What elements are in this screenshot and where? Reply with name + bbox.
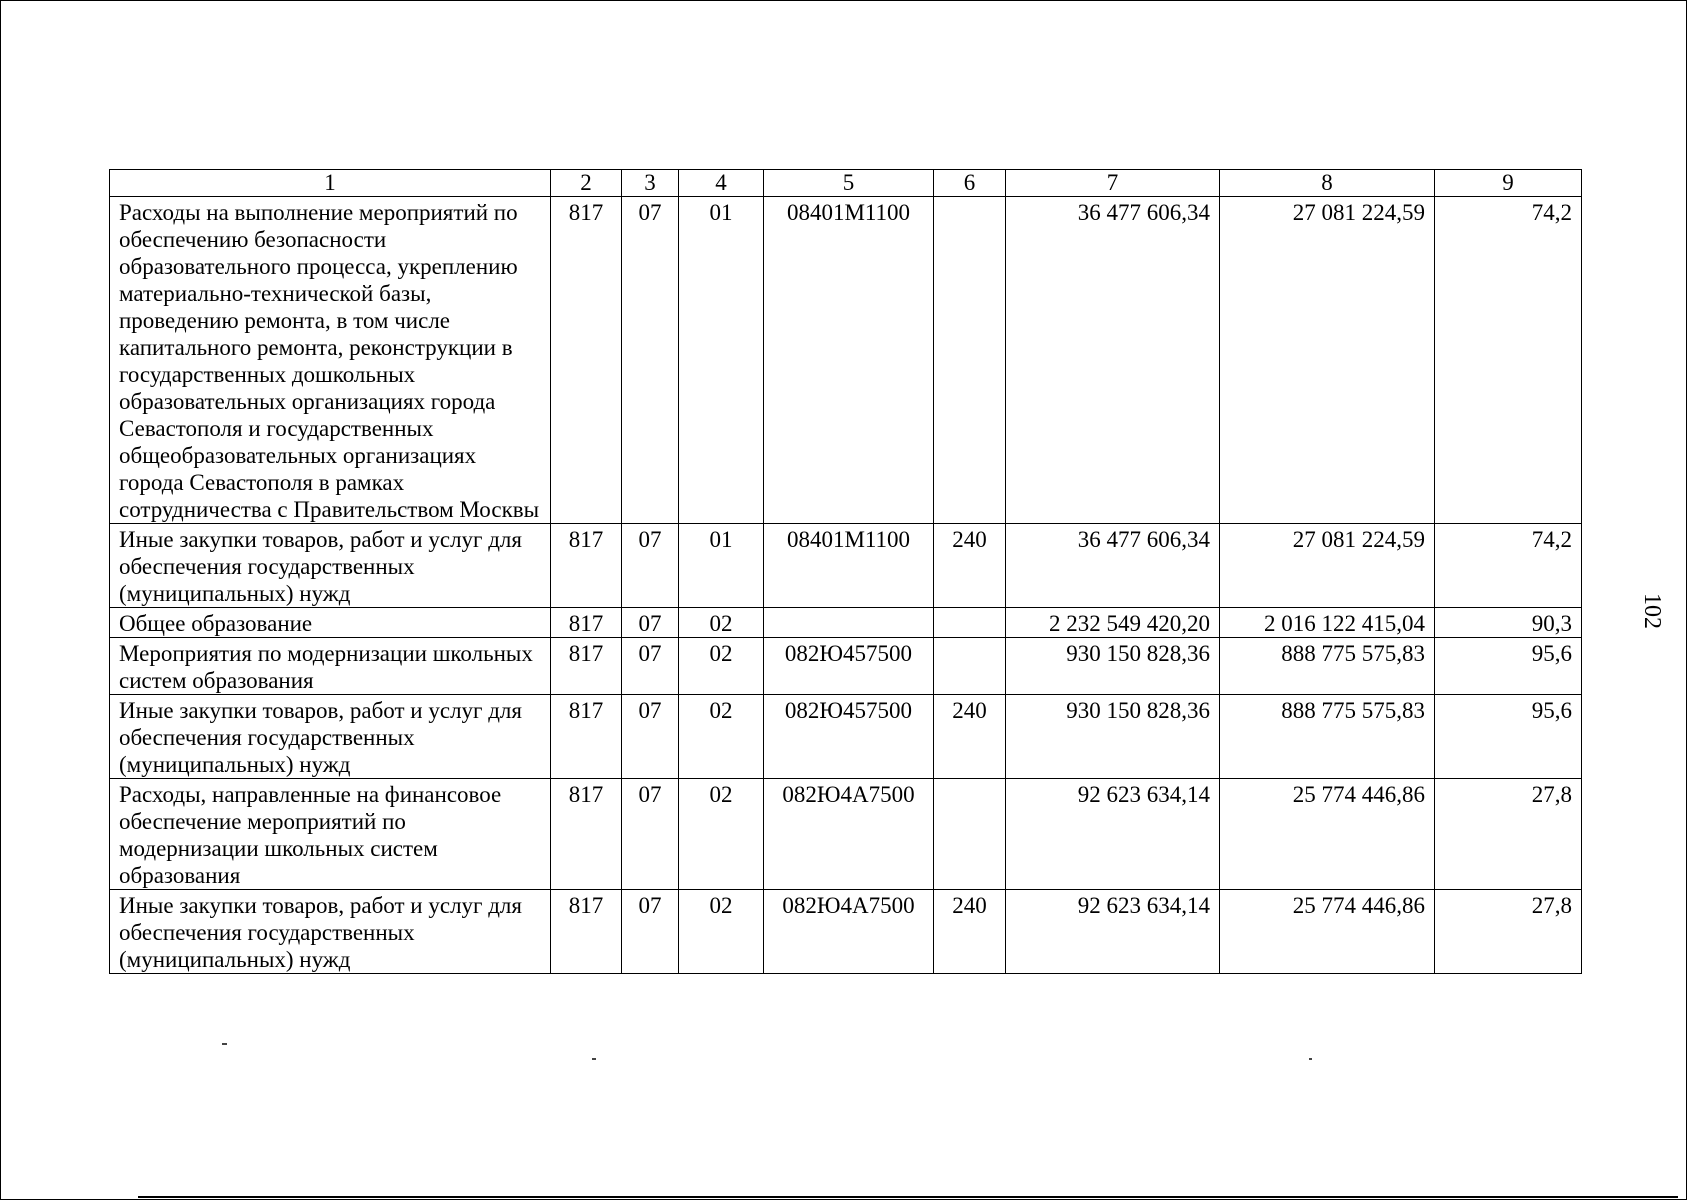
row-execution-percent: 74,2 [1435,197,1582,524]
row-section-code: 07 [622,197,679,524]
page-number: 102 [1639,593,1665,629]
row-execution-percent: 95,6 [1435,695,1582,779]
row-name: Общее образование [110,608,551,638]
row-execution-percent: 90,3 [1435,608,1582,638]
scan-speck [1309,1058,1312,1060]
row-ministry-code: 817 [551,890,622,974]
header-col-6: 6 [934,170,1006,197]
header-col-7: 7 [1006,170,1220,197]
row-ministry-code: 817 [551,779,622,890]
row-expense-type-code [934,638,1006,695]
row-planned-amount: 92 623 634,14 [1006,779,1220,890]
table-body [110,197,1582,974]
row-section-code: 07 [622,695,679,779]
table-row [110,608,1582,638]
row-name: Иные закупки товаров, работ и услуг для обеспечения государственных (муниципальных) нужд [110,890,551,974]
row-name: Иные закупки товаров, работ и услуг для обеспечения государственных (муниципальных) нужд [110,695,551,779]
row-subsection-code: 02 [679,890,764,974]
header-col-9: 9 [1435,170,1582,197]
row-name: Расходы, направленные на финансовое обеспечение мероприятий по модернизации школьных систем образования [110,779,551,890]
row-target-item-code: 082Ю4А7500 [764,890,934,974]
table-header [110,170,1582,197]
table-row [110,779,1582,890]
row-execution-percent: 74,2 [1435,524,1582,608]
row-subsection-code: 02 [679,695,764,779]
row-execution-percent: 95,6 [1435,638,1582,695]
row-name: Мероприятия по модернизации школьных систем образования [110,638,551,695]
row-executed-amount: 27 081 224,59 [1220,524,1435,608]
row-planned-amount: 930 150 828,36 [1006,638,1220,695]
row-expense-type-code: 240 [934,890,1006,974]
row-planned-amount: 92 623 634,14 [1006,890,1220,974]
row-execution-percent: 27,8 [1435,779,1582,890]
row-ministry-code: 817 [551,638,622,695]
row-executed-amount: 888 775 575,83 [1220,695,1435,779]
row-executed-amount: 2 016 122 415,04 [1220,608,1435,638]
scan-speck [592,1058,596,1060]
row-planned-amount: 36 477 606,34 [1006,524,1220,608]
row-subsection-code: 02 [679,608,764,638]
row-expense-type-code [934,779,1006,890]
row-ministry-code: 817 [551,608,622,638]
page-bottom-rule [138,1196,1678,1198]
row-execution-percent: 27,8 [1435,890,1582,974]
table-row [110,524,1582,608]
table-row [110,695,1582,779]
row-section-code: 07 [622,638,679,695]
row-planned-amount: 930 150 828,36 [1006,695,1220,779]
row-ministry-code: 817 [551,197,622,524]
table-row [110,890,1582,974]
row-expense-type-code [934,197,1006,524]
row-executed-amount: 888 775 575,83 [1220,638,1435,695]
row-planned-amount: 2 232 549 420,20 [1006,608,1220,638]
row-section-code: 07 [622,890,679,974]
row-expense-type-code: 240 [934,524,1006,608]
header-col-8: 8 [1220,170,1435,197]
row-section-code: 07 [622,608,679,638]
row-ministry-code: 817 [551,695,622,779]
row-name: Иные закупки товаров, работ и услуг для обеспечения государственных (муниципальных) нужд [110,524,551,608]
row-target-item-code: 08401М1100 [764,197,934,524]
header-col-1: 1 [110,170,551,197]
row-subsection-code: 01 [679,197,764,524]
row-expense-type-code: 240 [934,695,1006,779]
row-section-code: 07 [622,524,679,608]
table-row [110,197,1582,524]
row-subsection-code: 02 [679,779,764,890]
row-planned-amount: 36 477 606,34 [1006,197,1220,524]
row-target-item-code: 082Ю457500 [764,638,934,695]
table-row [110,638,1582,695]
row-target-item-code: 082Ю4А7500 [764,779,934,890]
header-col-5: 5 [764,170,934,197]
row-executed-amount: 25 774 446,86 [1220,779,1435,890]
header-col-4: 4 [679,170,764,197]
row-section-code: 07 [622,779,679,890]
row-target-item-code: 08401М1100 [764,524,934,608]
budget-table [109,169,1582,974]
row-target-item-code: 082Ю457500 [764,695,934,779]
row-subsection-code: 02 [679,638,764,695]
row-subsection-code: 01 [679,524,764,608]
header-row [110,170,1582,197]
row-target-item-code [764,608,934,638]
row-name: Расходы на выполнение мероприятий по обеспечению безопасности образовательного процесса, укреплению материально-технической базы, проведению ремонта, в том числе капитального ремонта, реконструкции в государственных дошкольных образовательных организациях города Севастополя и государственных общеобразовательных организациях города Севастополя в рамках сотрудничества с Правительством Москвы [110,197,551,524]
header-col-3: 3 [622,170,679,197]
header-col-2: 2 [551,170,622,197]
row-executed-amount: 27 081 224,59 [1220,197,1435,524]
scan-speck [222,1043,227,1045]
row-executed-amount: 25 774 446,86 [1220,890,1435,974]
row-ministry-code: 817 [551,524,622,608]
row-expense-type-code [934,608,1006,638]
